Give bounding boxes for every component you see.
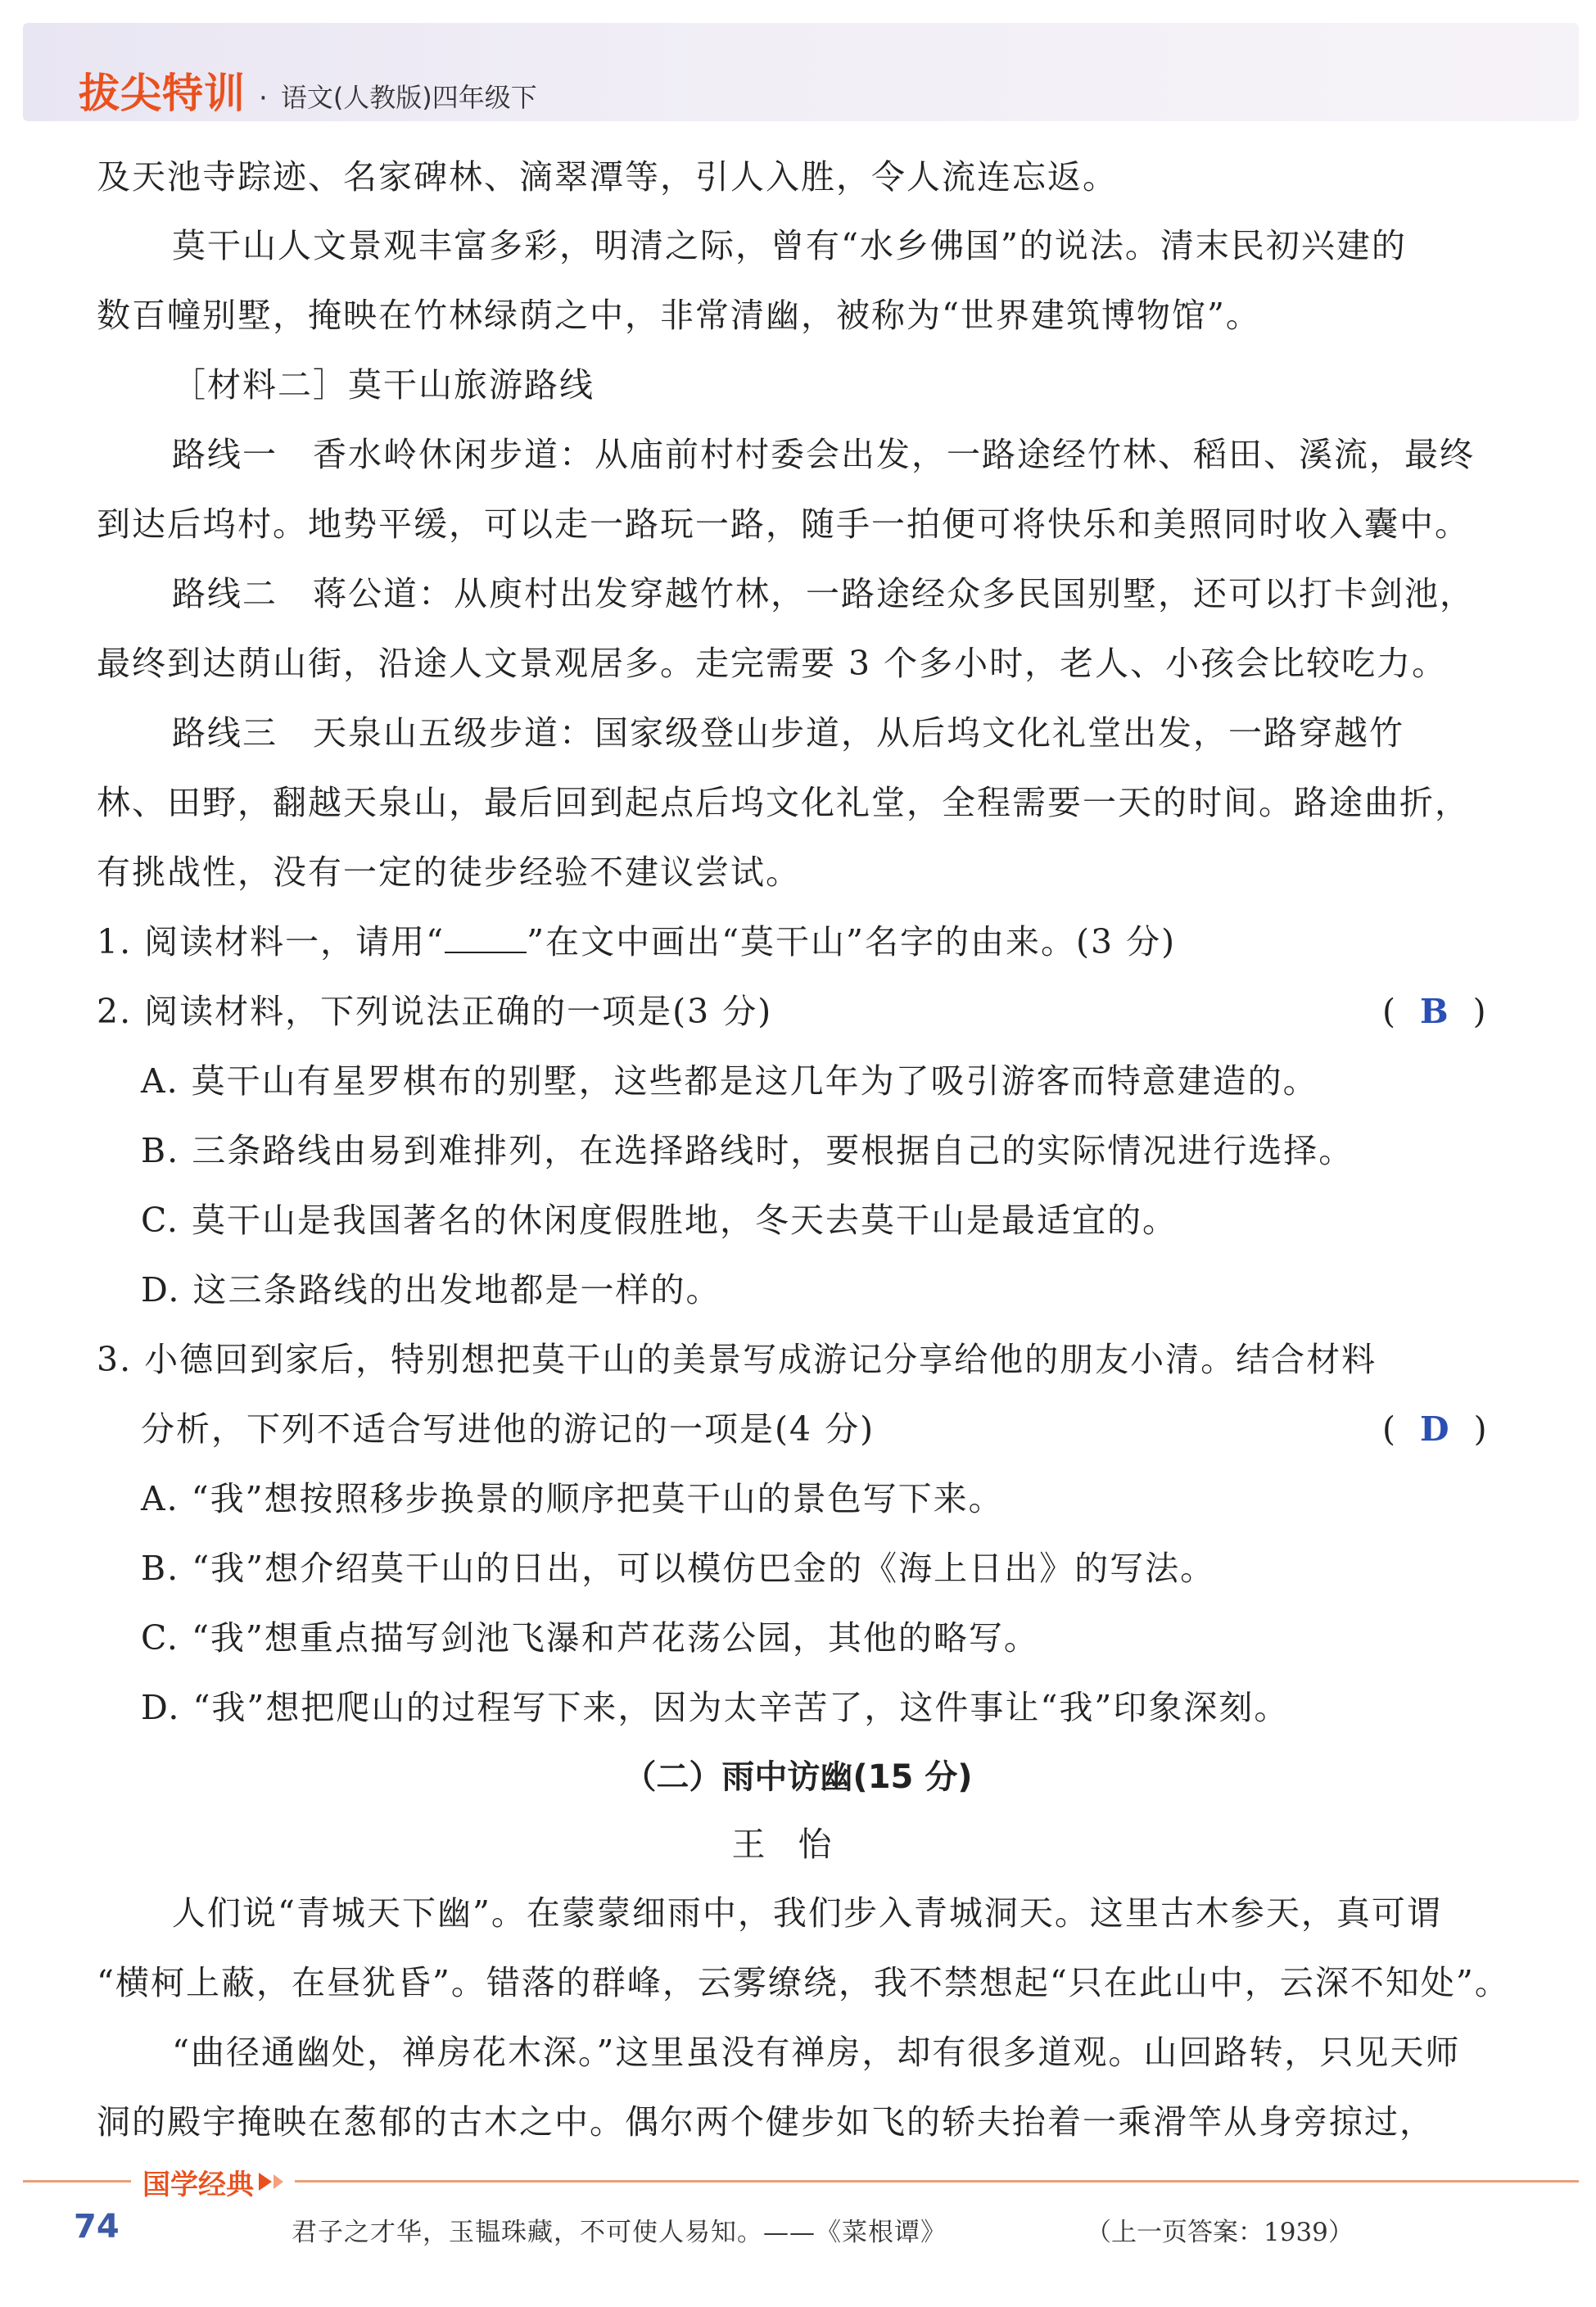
paren-open: ( [1382, 1409, 1395, 1449]
text-line: “横柯上蔽，在昼犹昏”。错落的群峰，云雾缭绕，我不禁想起“只在此山中，云深不知处”。 [97, 1963, 1510, 2002]
text-line: 路线三 天泉山五级步道：国家级登山步道，从后坞文化礼堂出发，一路穿越竹 [172, 713, 1404, 753]
text-line: 林、田野，翻越天泉山，最后回到起点后坞文化礼堂，全程需要一天的时间。路途曲折， [97, 783, 1470, 822]
header-dot: · [259, 82, 268, 115]
section-title: （二）雨中访幽(15 分) [623, 1758, 973, 1796]
q3-option-a: A. “我”想按照移步换景的顺序把莫干山的景色写下来。 [141, 1479, 1004, 1518]
arrow-icon [259, 2173, 272, 2191]
brand-title: 拔尖特训 [79, 70, 246, 117]
paren-open: ( [1382, 992, 1395, 1031]
q2-option-b: B. 三条路线由易到难排列，在选择路线时，要根据自己的实际情况进行选择。 [141, 1131, 1354, 1170]
answer-blank [445, 921, 527, 953]
q1-text-b: ”在文中画出“莫干山”名字的由来。(3 分) [527, 922, 1177, 961]
question-1 [97, 917, 1489, 966]
q2-answer: B [1420, 992, 1449, 1031]
q3-answer: D [1420, 1409, 1449, 1449]
q1-text-a: 1. 阅读材料一，请用“ [97, 922, 445, 961]
text-line: 人们说“青城天下幽”。在蒙蒙细雨中，我们步入青城洞天。这里古木参天，真可谓 [172, 1893, 1442, 1933]
q3-option-d: D. “我”想把爬山的过程写下来，因为太辛苦了，这件事让“我”印象深刻。 [141, 1688, 1290, 1727]
q2-option-a: A. 莫干山有星罗棋布的别墅，这些都是这几年为了吸引游客而特意建造的。 [141, 1061, 1318, 1101]
question-3: 3. 小德回到家后，特别想把莫干山的美景写成游记分享给他的朋友小清。结合材料 [97, 1340, 1377, 1379]
question-3-cont: 分析，下列不适合写进他的游记的一项是(4 分) [141, 1409, 875, 1449]
footer-tag [131, 2162, 295, 2201]
text-line: 洞的殿宇掩映在葱郁的古木之中。偶尔两个健步如飞的轿夫抬着一乘滑竿从身旁掠过， [97, 2102, 1435, 2142]
previous-answer: （上一页答案：1939） [1086, 2218, 1354, 2247]
q3-option-c: C. “我”想重点描写剑池飞瀑和芦花荡公园，其他的略写。 [141, 1618, 1039, 1658]
page-number: 74 [74, 2208, 120, 2246]
q3-option-b: B. “我”想介绍莫干山的日出，可以模仿巴金的《海上日出》的写法。 [141, 1549, 1216, 1588]
footer-tag-label: 国学经典 [142, 2168, 254, 2201]
q2-option-c: C. 莫干山是我国著名的休闲度假胜地，冬天去莫干山是最适宜的。 [141, 1201, 1178, 1240]
text-line: 及天池寺踪迹、名家碑林、滴翠潭等，引人入胜，令人流连忘返。 [97, 157, 1118, 197]
text-line: 到达后坞村。地势平缓，可以走一路玩一路，随手一拍便可将快乐和美照同时收入囊中。 [97, 504, 1470, 544]
text-line: 数百幢别墅，掩映在竹林绿荫之中，非常清幽，被称为“世界建筑博物馆”。 [97, 296, 1261, 335]
q2-option-d: D. 这三条路线的出发地都是一样的。 [141, 1270, 721, 1310]
arrow-icon [274, 2174, 283, 2189]
running-header [79, 62, 537, 120]
question-2: 2. 阅读材料，下列说法正确的一项是(3 分) [97, 992, 773, 1031]
material-heading: ［材料二］莫干山旅游路线 [172, 365, 595, 405]
text-line: 莫干山人文景观丰富多彩，明清之际，曾有“水乡佛国”的说法。清末民初兴建的 [172, 226, 1407, 265]
footer-quote: 君子之才华，玉韫珠藏，不可使人易知。——《菜根谭》 [292, 2218, 947, 2247]
text-line: 路线二 蒋公道：从庾村出发穿越竹林，一路途经众多民国别墅，还可以打卡剑池， [172, 574, 1475, 613]
paren-close: ) [1473, 1409, 1487, 1449]
text-line: 最终到达荫山街，沿途人文景观居多。走完需要 3 个多小时，老人、小孩会比较吃力。 [97, 644, 1448, 683]
text-line: 路线一 香水岭休闲步道：从庙前村村委会出发，一路途经竹林、稻田、溪流，最终 [172, 435, 1475, 474]
text-line: 有挑战性，没有一定的徒步经验不建议尝试。 [97, 853, 801, 892]
header-subject: 语文(人教版)四年级下 [280, 82, 537, 113]
q2-answer-box [1382, 987, 1486, 1036]
paren-close: ) [1472, 992, 1486, 1031]
q3-answer-box [1382, 1405, 1487, 1454]
text-line: “曲径通幽处，禅房花木深。”这里虽没有禅房，却有很多道观。山回路转，只见天师 [172, 2033, 1461, 2072]
author: 王怡 [731, 1825, 865, 1864]
